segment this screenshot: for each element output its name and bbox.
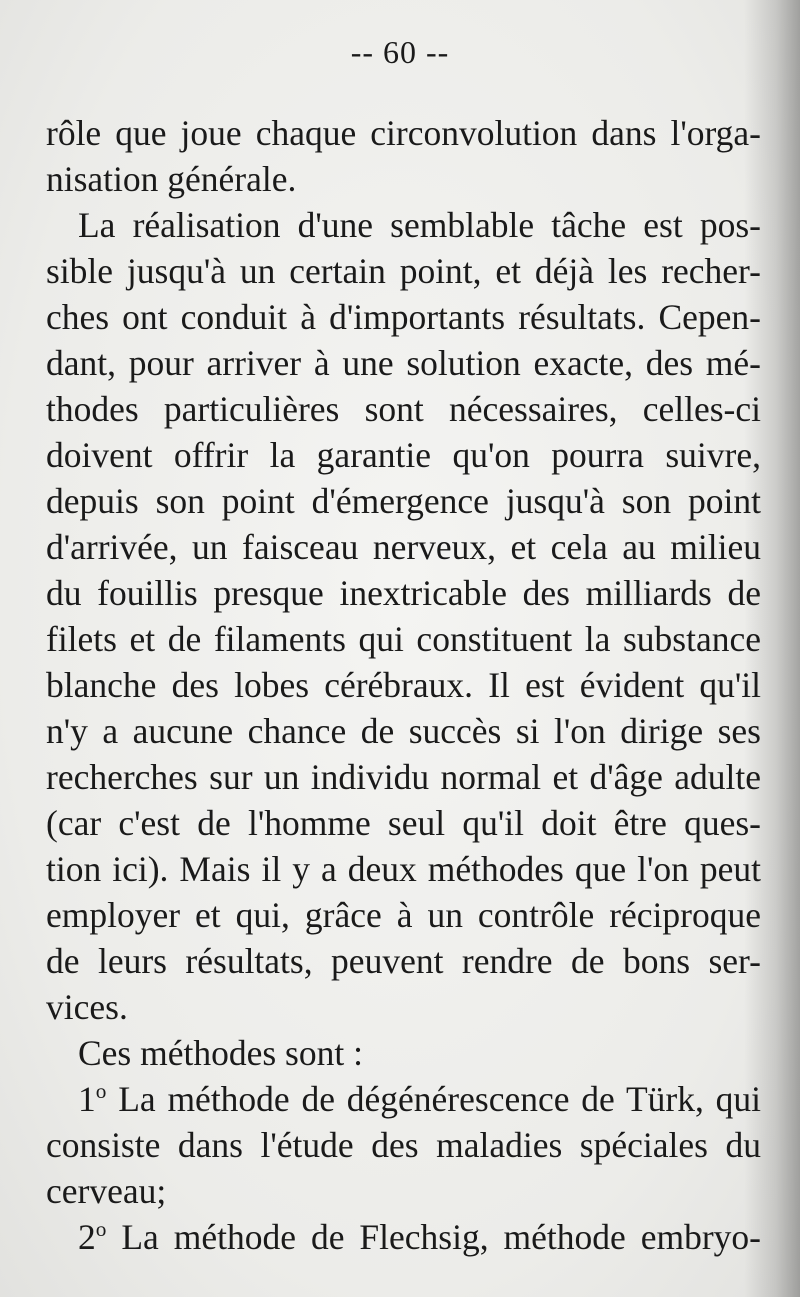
text-line: cerveau;: [46, 1171, 167, 1211]
list-item-2-number: 2: [78, 1217, 96, 1257]
list-item-1-number: 1: [78, 1079, 96, 1119]
text-line: doivent offrir la garantie qu'on pourra suivre,: [46, 435, 761, 475]
text-line: thodes particulières sont nécessaires, celles-ci: [46, 389, 761, 429]
text-line: dant, pour arriver à une solution exacte, des mé-: [46, 343, 761, 383]
text-line: vices.: [46, 987, 128, 1027]
text-line: rôle que joue chaque circonvolution dans l'orga-: [46, 113, 761, 153]
text-line: consiste dans l'étude des maladies spéciales du: [46, 1125, 761, 1165]
list-item-2-line: [46, 1214, 761, 1260]
text-line: (car c'est de l'homme seul qu'il doit être ques-: [46, 803, 761, 843]
text-line: d'arrivée, un faisceau nerveux, et cela au milieu: [46, 527, 761, 567]
list-item-1-text: La méthode de dégénérescence de Türk, qui: [106, 1079, 761, 1119]
text-line: filets et de filaments qui constituent la substance: [46, 619, 761, 659]
paragraph-start-line: Ces méthodes sont :: [78, 1033, 363, 1073]
text-line: blanche des lobes cérébraux. Il est évident qu'il: [46, 665, 761, 705]
text-line: sible jusqu'à un certain point, et déjà les recher-: [46, 251, 761, 291]
list-item-1-line: [46, 1076, 761, 1122]
degree-sign: o: [95, 1217, 107, 1242]
degree-sign: o: [95, 1079, 107, 1104]
list-item-2-text: La méthode de Flechsig, méthode embryo-: [106, 1217, 761, 1257]
text-line: nisation générale.: [46, 159, 297, 199]
text-line: de leurs résultats, peuvent rendre de bons ser-: [46, 941, 761, 981]
text-line: du fouillis presque inextricable des milliards de: [46, 573, 761, 613]
text-line: recherches sur un individu normal et d'âge adulte: [46, 757, 761, 797]
text-line: depuis son point d'émergence jusqu'à son point: [46, 481, 761, 521]
text-line: n'y a aucune chance de succès si l'on dirige ses: [46, 711, 761, 751]
text-line: tion ici). Mais il y a deux méthodes que l'on peut: [46, 849, 761, 889]
body-text: [46, 110, 761, 1260]
paragraph-start-line: La réalisation d'une semblable tâche est pos-: [78, 205, 761, 245]
text-line: ches ont conduit à d'importants résultats. Cepen-: [46, 297, 761, 337]
text-line: employer et qui, grâce à un contrôle réciproque: [46, 895, 761, 935]
page-number: -- 60 --: [350, 34, 450, 70]
